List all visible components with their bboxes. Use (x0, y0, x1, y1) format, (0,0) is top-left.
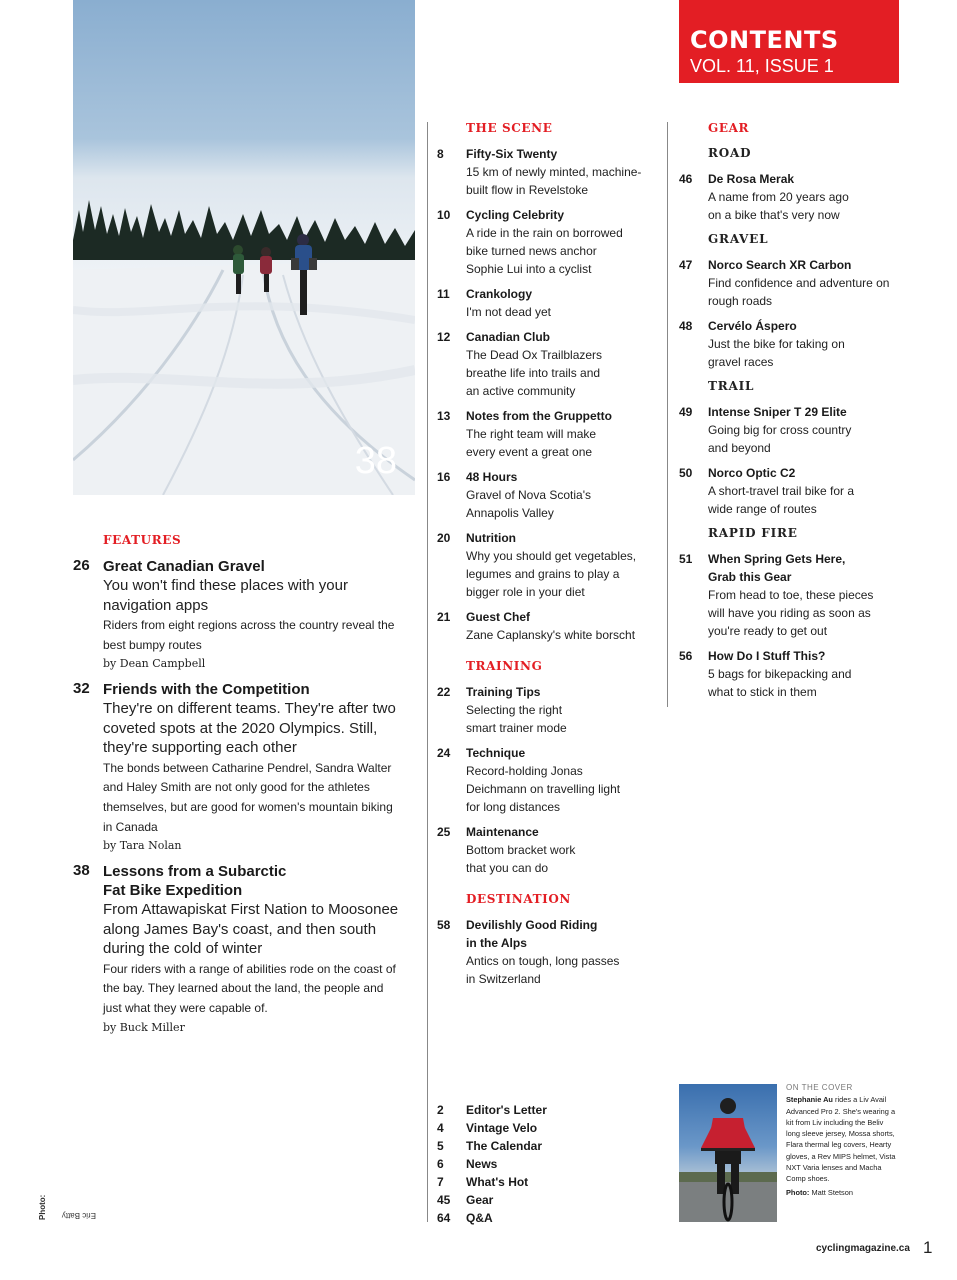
column-rule-2 (667, 122, 668, 707)
photo-credit (38, 1162, 96, 1222)
entry-page: 49 (679, 405, 693, 419)
entry-page: 64 (437, 1211, 451, 1225)
hero-photo (73, 0, 415, 495)
department-item[interactable] (437, 1209, 637, 1227)
toc-entry[interactable] (679, 403, 899, 457)
photo-label: Photo: (786, 1187, 810, 1197)
toc-entry[interactable] (679, 256, 899, 310)
toc-entry[interactable] (437, 328, 657, 400)
toc-entry[interactable] (679, 464, 899, 518)
entry-desc: Selecting the right smart trainer mode (466, 703, 567, 735)
entry-title: Norco Search XR Carbon (708, 258, 852, 272)
toc-entry[interactable] (679, 170, 899, 224)
entry-title: De Rosa Merak (708, 172, 795, 186)
entry-page: 4 (437, 1121, 444, 1135)
entry-title: Nutrition (466, 531, 516, 545)
entry-desc: Why you should get vegetables, legumes and grains to play a bigger role in your diet (466, 549, 637, 599)
feature-item[interactable] (73, 680, 403, 854)
entry-desc: Find confidence and adventure on rough roads (708, 276, 890, 308)
entry-page: 21 (437, 610, 451, 624)
cover-caption-text: rides a Liv Avail Advanced Pro 2. She's wearing a kit from Liv including the Beliv long sleeve jersey, Mossa shorts, Flara thermal leg covers, Hearty gloves, a Rev MIPS helmet, Vista NXT Varia lenses and Macha Comp shoes. (786, 1095, 896, 1184)
feature-item[interactable] (73, 862, 403, 1036)
entry-title: News (466, 1157, 498, 1171)
department-item[interactable] (437, 1119, 637, 1137)
toc-entry[interactable] (679, 317, 899, 371)
entry-title: Maintenance (466, 825, 539, 839)
feature-byline: by Tara Nolan (103, 839, 182, 853)
feature-title: Great Canadian Gravel (103, 558, 265, 575)
toc-entry[interactable] (437, 608, 657, 644)
entry-title: Norco Optic C2 (708, 466, 796, 480)
entry-title: Gear (466, 1193, 494, 1207)
training-heading: TRAINING (466, 659, 543, 673)
entry-title: 48 Hours (466, 470, 518, 484)
department-item[interactable] (437, 1191, 637, 1209)
entry-title: Training Tips (466, 685, 541, 699)
entry-desc: 15 km of newly minted, machine-built flow in Revelstoke (466, 165, 642, 197)
feature-body: Riders from eight regions across the country reveal the best bumpy routes (103, 618, 395, 652)
entry-title: What's Hot (466, 1175, 529, 1189)
entry-title: Fifty-Six Twenty (466, 147, 558, 161)
entry-desc: Record-holding Jonas Deichmann on travelling light for long distances (466, 764, 621, 814)
cover-photo (679, 1084, 777, 1222)
toc-entry[interactable] (437, 683, 657, 737)
contents-header (679, 0, 899, 83)
feature-byline: by Buck Miller (103, 1020, 185, 1034)
road-subheading: ROAD (708, 146, 752, 160)
entry-page: 25 (437, 825, 451, 839)
cover-cyclist (679, 1084, 777, 1222)
entry-title: The Calendar (466, 1139, 543, 1153)
credit-name: Eric Batty (61, 1211, 96, 1220)
entry-desc: Bottom bracket work that you can do (466, 843, 576, 875)
entry-title: Cycling Celebrity (466, 208, 565, 222)
toc-entry[interactable] (437, 529, 657, 601)
entry-page: 12 (437, 330, 451, 344)
entry-desc: I'm not dead yet (466, 305, 552, 319)
entry-page: 7 (437, 1175, 444, 1189)
feature-item[interactable] (73, 557, 403, 672)
toc-entry[interactable] (437, 145, 657, 199)
feature-dek: From Attawapiskat First Nation to Moosonee along James Bay's coast, and then south during the cold of winter (103, 901, 399, 958)
feature-title: Friends with the Competition (103, 681, 310, 698)
entry-page: 13 (437, 409, 451, 423)
entry-title: Q&A (466, 1211, 493, 1225)
department-item[interactable] (437, 1101, 637, 1119)
entry-desc: Zane Caplansky's white borscht (466, 628, 636, 642)
entry-page: 10 (437, 208, 451, 222)
toc-entry[interactable] (437, 407, 657, 461)
feature-page-number: 38 (354, 440, 397, 482)
entry-desc: A name from 20 years ago on a bike that's very now (708, 190, 849, 222)
entry-page: 45 (437, 1193, 451, 1207)
gravel-subheading: GRAVEL (708, 232, 769, 246)
toc-entry[interactable] (437, 916, 657, 988)
entry-page: 20 (437, 531, 451, 545)
entry-page: 51 (679, 552, 693, 566)
entry-title: Vintage Velo (466, 1121, 538, 1135)
feature-dek: They're on different teams. They're after two coveted spots at the 2020 Olympics. Still, they're supporting each other (103, 700, 396, 757)
destination-heading: DESTINATION (466, 892, 571, 906)
entry-desc: From head to toe, these pieces will have you riding as soon as you're ready to get out (708, 588, 874, 638)
features-heading: FEATURES (103, 533, 182, 547)
entry-page: 24 (437, 746, 451, 760)
entry-title: Crankology (466, 287, 533, 301)
feature-page: 38 (73, 862, 90, 879)
feature-page: 26 (73, 557, 90, 574)
trail-subheading: TRAIL (708, 379, 755, 393)
credit-label: Photo: (38, 1194, 47, 1220)
entry-desc: 5 bags for bikepacking and what to stick in them (708, 667, 852, 699)
entry-title: How Do I Stuff This? (708, 649, 826, 663)
entry-title: Intense Sniper T 29 Elite (708, 405, 847, 419)
page-number: 1 (923, 1238, 933, 1257)
entry-desc: A ride in the rain on borrowed bike turned news anchor Sophie Lui into a cyclist (466, 226, 623, 276)
toc-entry[interactable] (679, 647, 899, 701)
entry-desc: Antics on tough, long passes in Switzerland (466, 954, 620, 986)
entry-page: 48 (679, 319, 693, 333)
entry-page: 5 (437, 1139, 444, 1153)
entry-desc: Gravel of Nova Scotia's Annapolis Valley (466, 488, 592, 520)
site-url[interactable]: cyclingmagazine.ca (816, 1243, 910, 1254)
entry-title: Cervélo Áspero (708, 319, 797, 333)
entry-page: 16 (437, 470, 451, 484)
entry-desc: The right team will make every event a great one (466, 427, 597, 459)
column-rule-1 (427, 122, 428, 1222)
feature-body: The bonds between Catharine Pendrel, Sandra Walter and Haley Smith are not only good for the athletes themselves, but are good for women's mountain biking in Canada (103, 760, 393, 834)
entry-title: Editor's Letter (466, 1103, 547, 1117)
entry-title: Canadian Club (466, 330, 551, 344)
cyclists (223, 230, 333, 325)
entry-page: 56 (679, 649, 693, 663)
department-item[interactable] (437, 1137, 637, 1155)
feature-byline: by Dean Campbell (103, 657, 206, 671)
entry-title: Guest Chef (466, 610, 531, 624)
department-item[interactable] (437, 1155, 637, 1173)
feature-page: 32 (73, 680, 90, 697)
entry-title: Technique (466, 746, 526, 760)
the-scene-heading: THE SCENE (466, 121, 553, 135)
contents-title: CONTENTS (690, 26, 839, 54)
entry-title: Notes from the Gruppetto (466, 409, 612, 423)
rapid-fire-subheading: RAPID FIRE (708, 526, 798, 540)
entry-desc: The Dead Ox Trailblazers breathe life into trails and an active community (466, 348, 603, 398)
cover-caption (786, 1082, 898, 1198)
feature-title: Lessons from a Subarctic Fat Bike Expedition (103, 863, 287, 899)
toc-entry[interactable] (437, 744, 657, 816)
entry-desc: A short-travel trail bike for a wide range of routes (708, 484, 855, 516)
entry-page: 22 (437, 685, 451, 699)
toc-entry[interactable] (679, 550, 899, 640)
department-item[interactable] (437, 1173, 637, 1191)
toc-entry[interactable] (437, 206, 657, 278)
entry-page: 11 (437, 287, 450, 301)
feature-dek: You won't find these places with your navigation apps (103, 577, 348, 614)
entry-page: 8 (437, 147, 444, 161)
issue-label: VOL. 11, ISSUE 1 (690, 56, 834, 76)
entry-title: When Spring Gets Here, Grab this Gear (708, 552, 846, 584)
entry-desc: Going big for cross country and beyond (708, 423, 852, 455)
entry-page: 50 (679, 466, 693, 480)
entry-page: 6 (437, 1157, 444, 1171)
gear-heading: GEAR (708, 121, 750, 135)
entry-desc: Just the bike for taking on gravel races (708, 337, 845, 369)
feature-body: Four riders with a range of abilities rode on the coast of the bay. They learned about the land, the people and just what they were capable of. (103, 961, 396, 1015)
toc-entry[interactable] (437, 823, 657, 877)
cover-model-name: Stephanie Au (786, 1095, 833, 1105)
entry-title: Devilishly Good Riding in the Alps (466, 918, 598, 950)
entry-page: 47 (679, 258, 693, 272)
toc-entry[interactable] (437, 468, 657, 522)
cover-photo-credit: Matt Stetson (809, 1187, 853, 1197)
entry-page: 2 (437, 1103, 444, 1117)
toc-entry[interactable] (437, 285, 657, 321)
entry-page: 58 (437, 918, 451, 932)
on-the-cover-label: ON THE COVER (786, 1083, 853, 1092)
entry-page: 46 (679, 172, 693, 186)
